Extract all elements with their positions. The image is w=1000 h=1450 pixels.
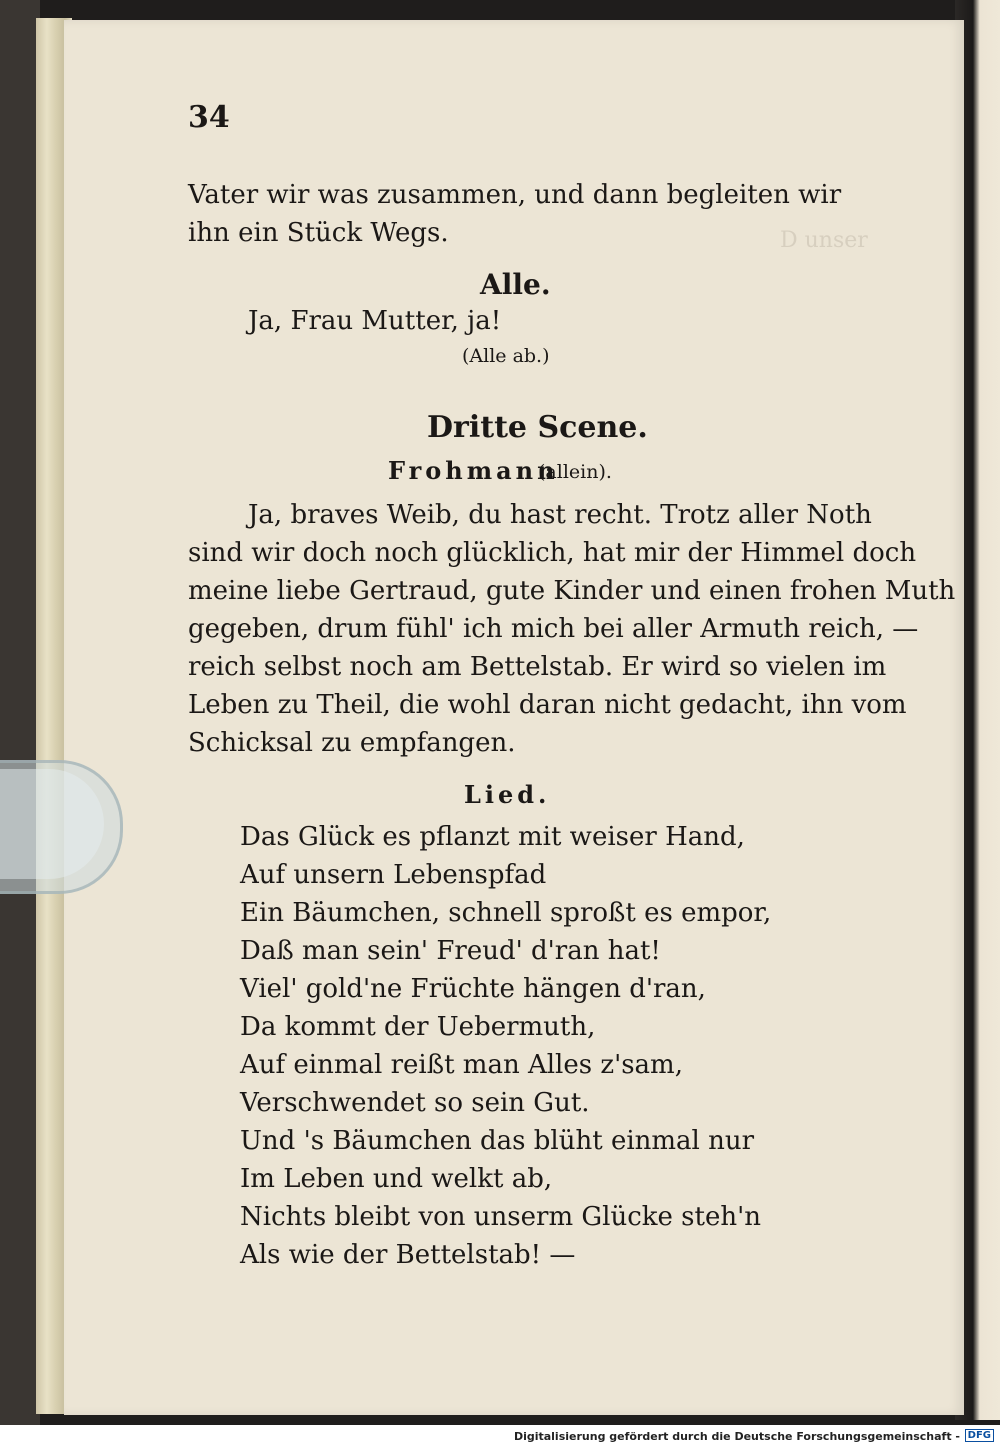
verse-line: Das Glück es pflanzt mit weiser Hand, bbox=[240, 822, 745, 852]
prose-line: sind wir doch noch glücklich, hat mir der Himmel doch bbox=[188, 538, 917, 568]
verse-line: Und 's Bäumchen das blüht einmal nur bbox=[240, 1126, 755, 1156]
speaker-heading: Alle. bbox=[480, 268, 551, 301]
verse-line: Viel' gold'ne Früchte hängen d'ran, bbox=[240, 974, 706, 1004]
verse-line: Auf einmal reißt man Alles z'sam, bbox=[240, 1050, 683, 1080]
prose-line: Ja, braves Weib, du hast recht. Trotz aller Noth bbox=[248, 500, 872, 530]
page-clip bbox=[0, 760, 123, 894]
prose-line: Vater wir was zusammen, und dann begleiten wir bbox=[188, 180, 842, 210]
stage-direction: (allein). bbox=[538, 461, 612, 483]
verse-line: Im Leben und welkt ab, bbox=[240, 1164, 553, 1194]
prose-line: gegeben, drum fühl' ich mich bei aller Armuth reich, — bbox=[188, 614, 919, 644]
verse-line: Auf unsern Lebenspfad bbox=[240, 860, 547, 890]
song-title: Lied. bbox=[464, 780, 551, 809]
prose-line: Schicksal zu empfangen. bbox=[188, 728, 516, 758]
dfg-logo: DFG bbox=[965, 1429, 994, 1442]
scene-title: Dritte Scene. bbox=[427, 410, 648, 445]
page-clip-highlight bbox=[0, 769, 104, 879]
prose-line: ihn ein Stück Wegs. bbox=[188, 218, 449, 248]
verse-line: Verschwendet so sein Gut. bbox=[240, 1088, 590, 1118]
prose-line: reich selbst noch am Bettelstab. Er wird so vielen im bbox=[188, 652, 887, 682]
prose-line: meine liebe Gertraud, gute Kinder und einen frohen Muth bbox=[188, 576, 956, 606]
stage-direction: (Alle ab.) bbox=[462, 345, 550, 367]
bleed-through: D unser bbox=[780, 228, 868, 253]
page-number: 34 bbox=[188, 100, 230, 135]
footer-credit: Digitalisierung gefördert durch die Deutsche Forschungsgemeinschaft - bbox=[513, 1430, 960, 1443]
verse-line: Daß man sein' Freud' d'ran hat! bbox=[240, 936, 661, 966]
prose-line: Leben zu Theil, die wohl daran nicht gedacht, ihn vom bbox=[188, 690, 907, 720]
dialogue-line: Ja, Frau Mutter, ja! bbox=[248, 306, 502, 336]
footer-bar bbox=[0, 1425, 1000, 1450]
verse-line: Da kommt der Uebermuth, bbox=[240, 1012, 596, 1042]
verse-line: Ein Bäumchen, schnell sproßt es empor, bbox=[240, 898, 772, 928]
verse-line: Nichts bleibt von unserm Glücke steh'n bbox=[240, 1202, 761, 1232]
verse-line: Als wie der Bettelstab! — bbox=[240, 1240, 576, 1270]
speaker-heading: Frohmann bbox=[388, 456, 559, 485]
book-edge bbox=[0, 0, 40, 1450]
